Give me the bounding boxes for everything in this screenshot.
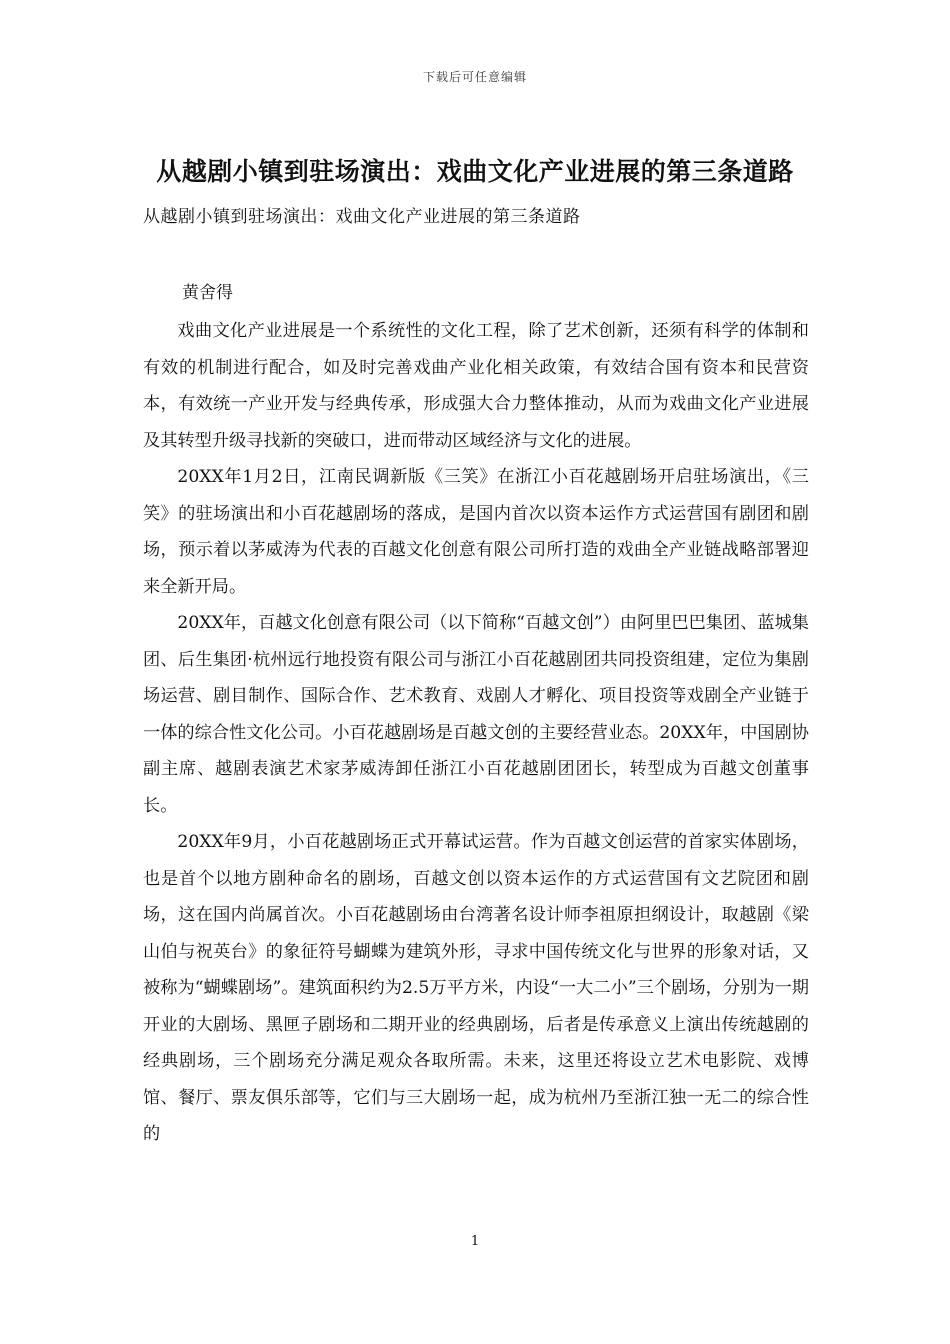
document-title: 从越剧小镇到驻场演出：戏曲文化产业进展的第三条道路 — [156, 157, 794, 186]
paragraph-3: 20XX年，百越文化创意有限公司（以下简称“百越文创”）由阿里巴巴集团、蓝城集团、后生集团·杭州远行地投资有限公司与浙江小百花越剧团共同投资组建，定位为集剧场运营、剧目制作、国际合作、艺术教育、戏剧人才孵化、项目投资等戏剧全产业链于一体的综合性文化公司。小百花越剧场是百越文创的主要经营业态。20XX年，中国剧协副主席、越剧表演艺术家茅威涛卸任浙江小百花越剧团团长，转型成为百越文创董事长。 — [143, 613, 809, 816]
page-header-note: 下载后可任意编辑 — [422, 70, 527, 84]
page-number: 1 — [470, 1234, 480, 1249]
paragraph-2: 20XX年1月2日，江南民调新版《三笑》在浙江小百花越剧场开启驻场演出，《三笑》的驻场演出和小百花越剧场的落成，是国内首次以资本运作方式运营国有剧团和剧场，预示着以茅威涛为代表的百越文化创意有限公司所打造的戏曲全产业链战略部署迎来全新开局。 — [143, 467, 809, 597]
paragraph-4: 20XX年9月，小百花越剧场正式开幕试运营。作为百越文创运营的首家实体剧场，也是首个以地方剧种命名的剧场，百越文创以资本运作的方式运营国有文艺院团和剧场，这在国内尚属首次。小百花越剧场由台湾著名设计师李祖原担纲设计，取越剧《梁山伯与祝英台》的象征符号蝴蝶为建筑外形，寻求中国传统文化与世界的形象对话，又被称为“蝴蝶剧场”。建筑面积约为2.5万平方米，内设“一大二小”三个剧场，分别为一期开业的大剧场、黑匣子剧场和二期开业的经典剧场，后者是传承意义上演出传统越剧的经典剧场，三个剧场充分满足观众各取所需。未来，这里还将设立艺术电影院、戏博馆、餐厅、票友俱乐部等，它们与三大剧场一起，成为杭州乃至浙江独一无二的综合性的 — [143, 832, 809, 1144]
author-name: 黄舍得 — [182, 283, 233, 303]
paragraph-1: 戏曲文化产业进展是一个系统性的文化工程，除了艺术创新，还须有科学的体制和有效的机制进行配合，如及时完善戏曲产业化相关政策，有效结合国有资本和民营资本，有效统一产业开发与经典传承，形成强大合力整体推动，从而为戏曲文化产业进展及其转型升级寻找新的突破口，进而带动区域经济与文化的进展。 — [143, 321, 809, 451]
article-body — [143, 313, 809, 1153]
document-subtitle: 从越剧小镇到驻场演出：戏曲文化产业进展的第三条道路 — [143, 207, 581, 227]
